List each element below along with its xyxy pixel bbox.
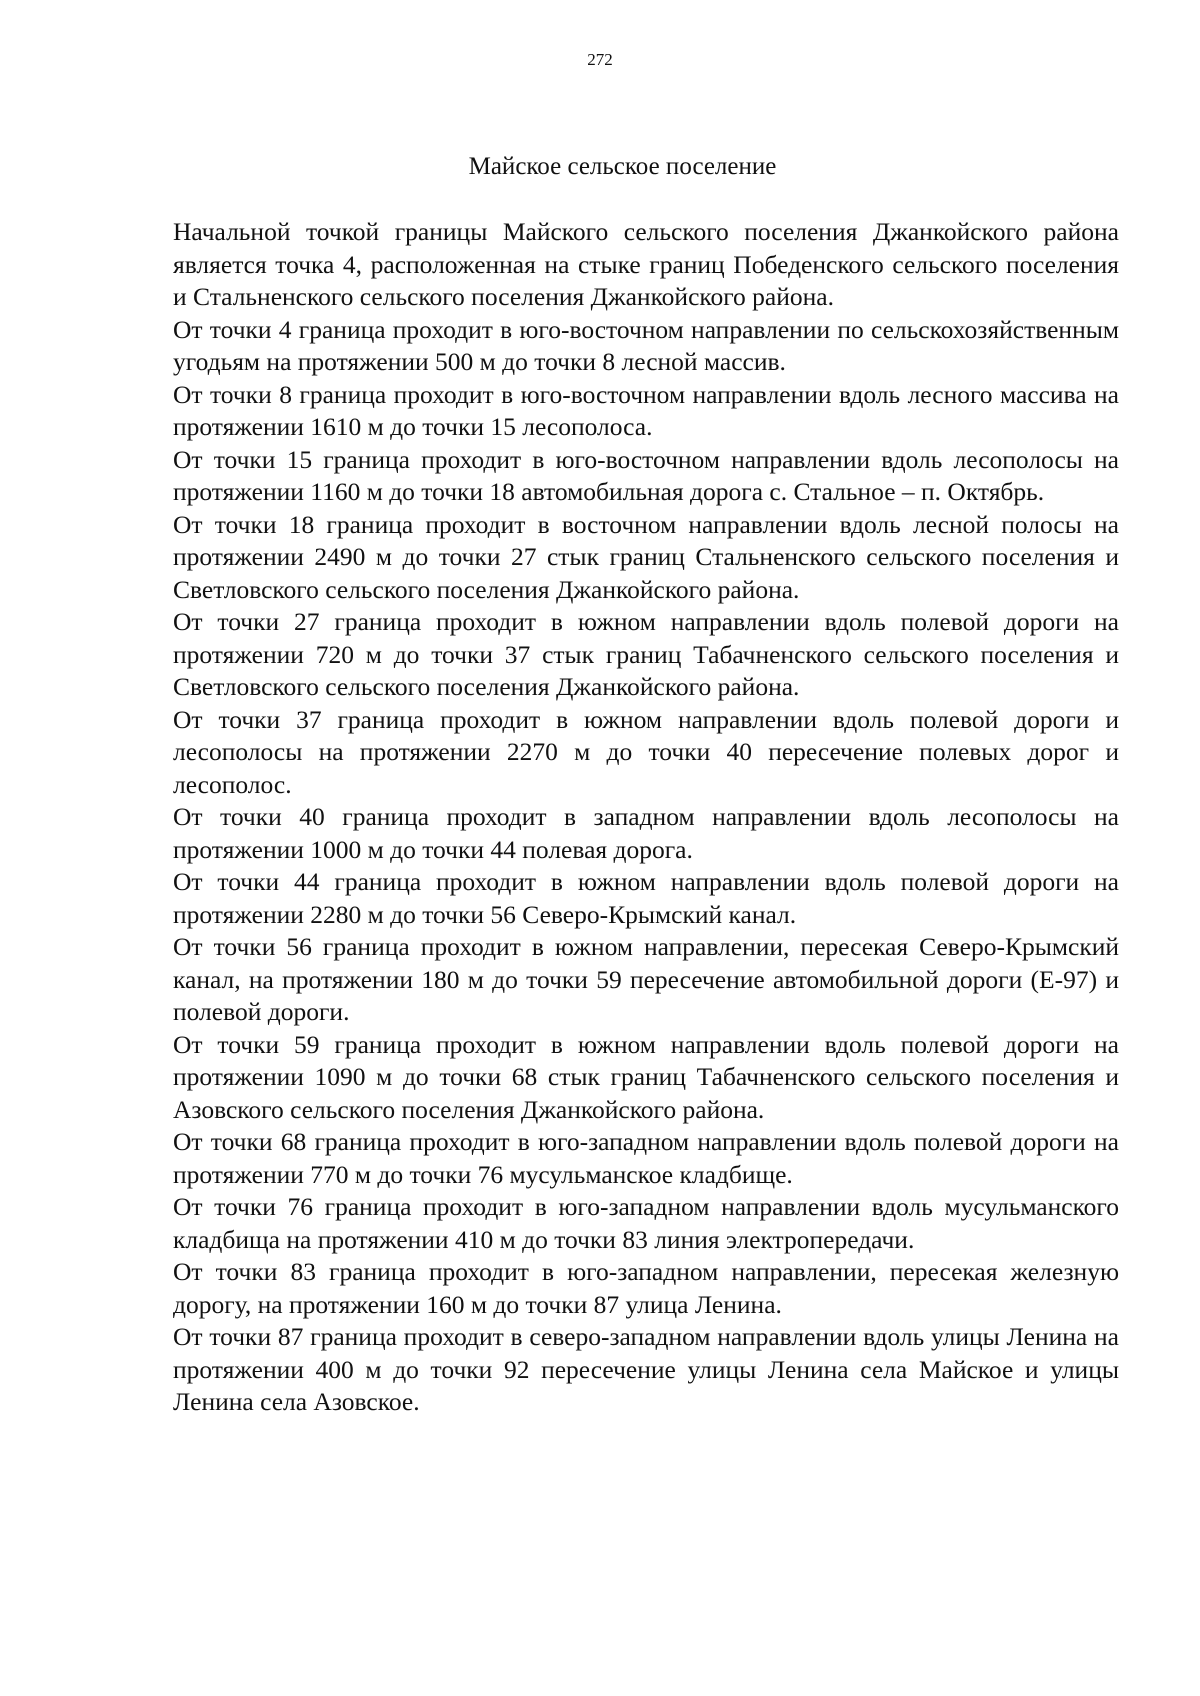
- page-number: 272: [587, 50, 613, 69]
- paragraph-point-40: От точки 40 граница проходит в западном направлении вдоль лесополосы на протяжении 1000 м до точки 44 полевая дорога.: [173, 802, 1119, 864]
- paragraph-point-4: От точки 4 граница проходит в юго-восточном направлении по сельскохозяйственным угодьям на протяжении 500 м до точки 8 лесной массив.: [173, 314, 1119, 376]
- paragraph-point-18: От точки 18 граница проходит в восточном направлении вдоль лесной полосы на протяжении 2490 м до точки 27 стык границ Стальненского сельского поселения и Светловского сельского поселения Джанкойского района.: [173, 509, 1119, 604]
- paragraph-point-8: От точки 8 граница проходит в юго-восточном направлении вдоль лесного массива на протяжении 1610 м до точки 15 лесополоса.: [173, 379, 1119, 441]
- paragraph-point-59: От точки 59 граница проходит в южном направлении вдоль полевой дороги на протяжении 1090 м до точки 68 стык границ Табачненского сельского поселения и Азовского сельского поселения Джанкойского района.: [173, 1029, 1119, 1124]
- paragraph-point-68: От точки 68 граница проходит в юго-западном направлении вдоль полевой дороги на протяжении 770 м до точки 76 мусульманское кладбище.: [173, 1127, 1119, 1189]
- paragraph-point-37: От точки 37 граница проходит в южном направлении вдоль полевой дороги и лесополосы на протяжении 2270 м до точки 40 пересечение полевых дорог и лесополос.: [173, 704, 1119, 799]
- paragraph-point-76: От точки 76 граница проходит в юго-западном направлении вдоль мусульманского кладбища на протяжении 410 м до точки 83 линия электропередачи.: [173, 1192, 1119, 1254]
- paragraph-point-83: От точки 83 граница проходит в юго-западном направлении, пересекая железную дорогу, на протяжении 160 м до точки 87 улица Ленина.: [173, 1257, 1119, 1319]
- paragraph-point-44: От точки 44 граница проходит в южном направлении вдоль полевой дороги на протяжении 2280 м до точки 56 Северо-Крымский канал.: [173, 867, 1119, 929]
- paragraph-point-15: От точки 15 граница проходит в юго-восточном направлении вдоль лесополосы на протяжении 1160 м до точки 18 автомобильная дорога с. Стальное – п. Октябрь.: [173, 444, 1119, 506]
- document-body: [173, 216, 1119, 1419]
- section-title: Майское сельское поселение: [468, 153, 777, 180]
- paragraph-point-87: От точки 87 граница проходит в северо-западном направлении вдоль улицы Ленина на протяжении 400 м до точки 92 пересечение улицы Ленина села Майское и улицы Ленина села Азовское.: [173, 1322, 1119, 1416]
- paragraph-point-27: От точки 27 граница проходит в южном направлении вдоль полевой дороги на протяжении 720 м до точки 37 стык границ Табачненского сельского поселения и Светловского сельского поселения Джанкойского района.: [173, 607, 1119, 701]
- paragraph-intro: Начальной точкой границы Майского сельского поселения Джанкойского района является точка 4, расположенная на стыке границ Победенского сельского поселения и Стальненского сельского поселения Джанкойского района.: [173, 217, 1119, 311]
- paragraph-point-56: От точки 56 граница проходит в южном направлении, пересекая Северо-Крымский канал, на протяжении 180 м до точки 59 пересечение автомобильной дороги (Е-97) и полевой дороги.: [173, 932, 1119, 1026]
